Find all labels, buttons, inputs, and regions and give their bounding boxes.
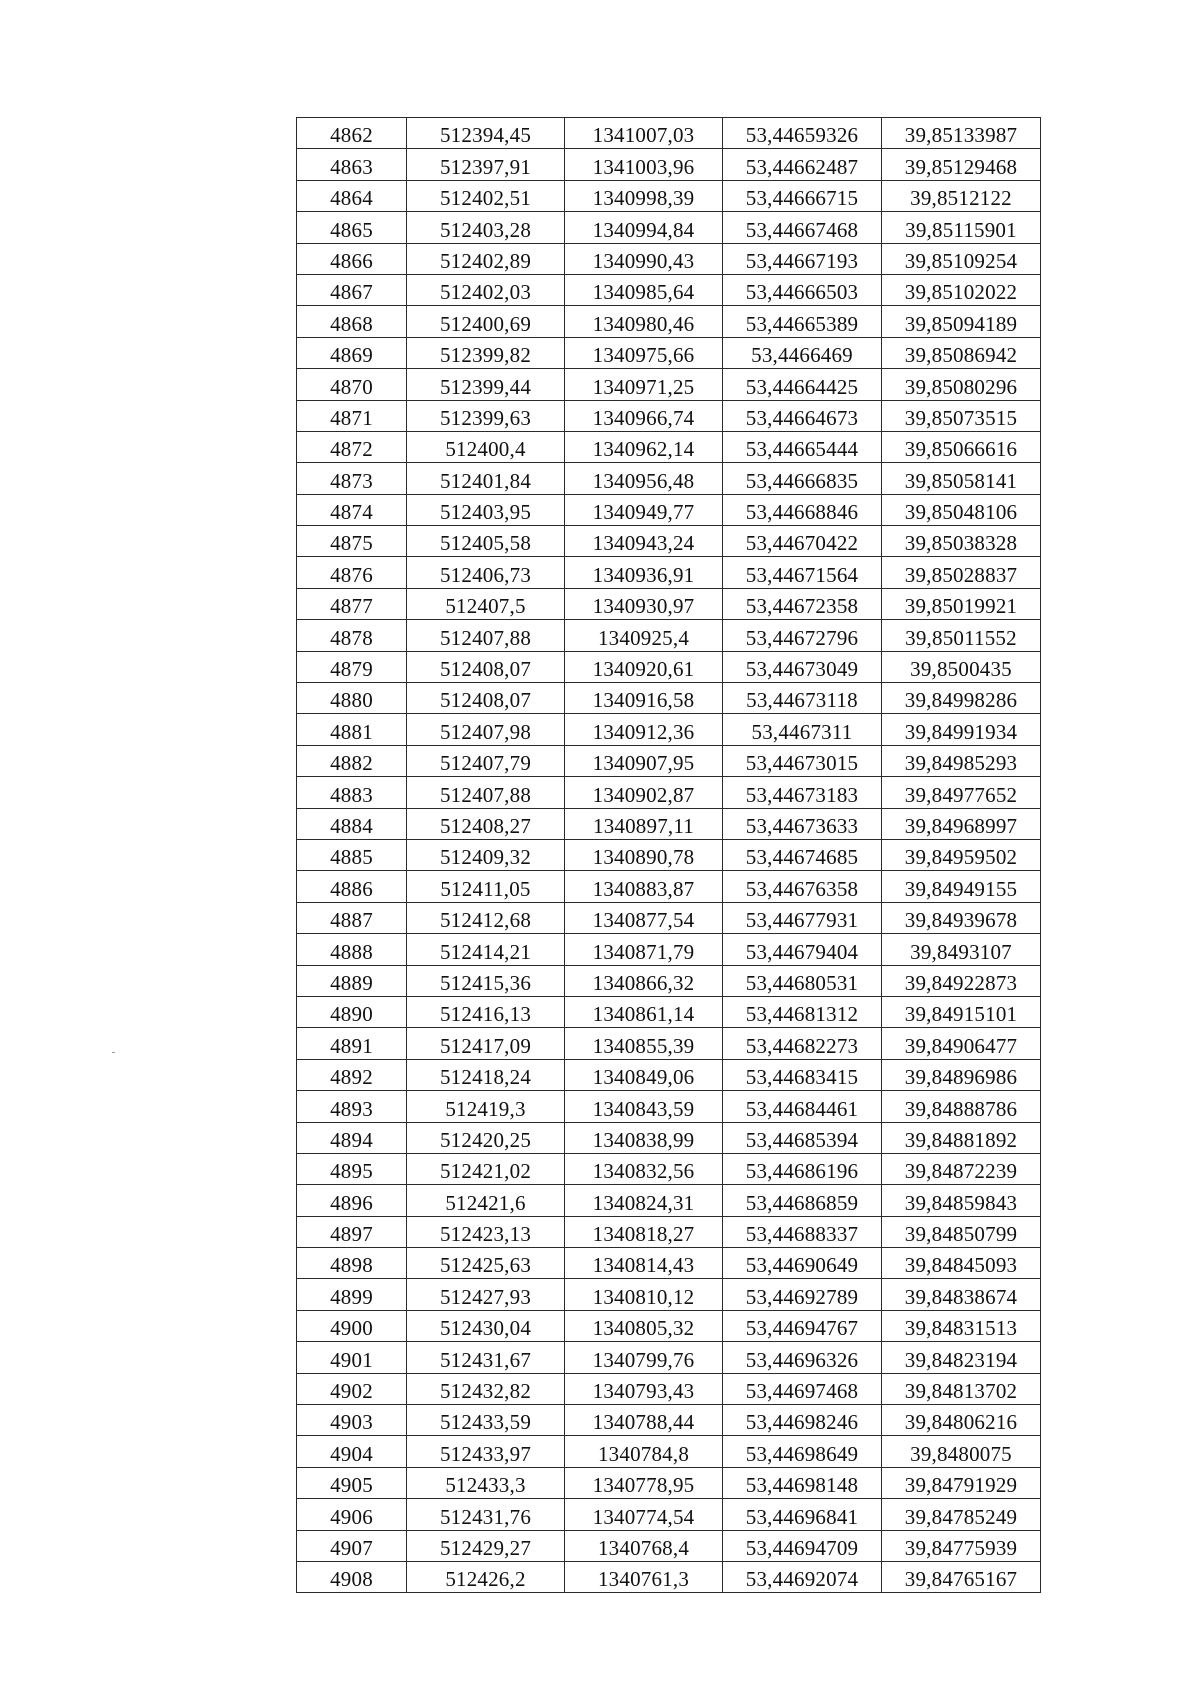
y-coordinate-cell: 1340975,66 bbox=[565, 337, 723, 368]
x-coordinate-cell: 512402,03 bbox=[407, 274, 565, 305]
longitude-cell: 39,84859843 bbox=[882, 1185, 1041, 1216]
x-coordinate-cell: 512407,88 bbox=[407, 620, 565, 651]
table-row bbox=[297, 1342, 1041, 1373]
x-coordinate-cell: 512423,13 bbox=[407, 1216, 565, 1247]
point-number-cell: 4878 bbox=[297, 620, 407, 651]
y-coordinate-cell: 1340793,43 bbox=[565, 1373, 723, 1404]
x-coordinate-cell: 512403,28 bbox=[407, 212, 565, 243]
x-coordinate-cell: 512402,89 bbox=[407, 243, 565, 274]
latitude-cell: 53,44666835 bbox=[723, 463, 882, 494]
y-coordinate-cell: 1340971,25 bbox=[565, 369, 723, 400]
y-coordinate-cell: 1340855,39 bbox=[565, 1028, 723, 1059]
point-number-cell: 4887 bbox=[297, 902, 407, 933]
y-coordinate-cell: 1340916,58 bbox=[565, 683, 723, 714]
latitude-cell: 53,44694709 bbox=[723, 1530, 882, 1561]
y-coordinate-cell: 1340883,87 bbox=[565, 871, 723, 902]
x-coordinate-cell: 512408,07 bbox=[407, 651, 565, 682]
y-coordinate-cell: 1341007,03 bbox=[565, 118, 723, 149]
y-coordinate-cell: 1340912,36 bbox=[565, 714, 723, 745]
table-row bbox=[297, 400, 1041, 431]
x-coordinate-cell: 512400,4 bbox=[407, 431, 565, 462]
x-coordinate-cell: 512433,97 bbox=[407, 1436, 565, 1467]
longitude-cell: 39,84823194 bbox=[882, 1342, 1041, 1373]
table-row bbox=[297, 118, 1041, 149]
latitude-cell: 53,44666715 bbox=[723, 180, 882, 211]
point-number-cell: 4900 bbox=[297, 1310, 407, 1341]
x-coordinate-cell: 512414,21 bbox=[407, 934, 565, 965]
point-number-cell: 4879 bbox=[297, 651, 407, 682]
latitude-cell: 53,44698649 bbox=[723, 1436, 882, 1467]
table-row bbox=[297, 149, 1041, 180]
y-coordinate-cell: 1341003,96 bbox=[565, 149, 723, 180]
x-coordinate-cell: 512397,91 bbox=[407, 149, 565, 180]
y-coordinate-cell: 1340994,84 bbox=[565, 212, 723, 243]
point-number-cell: 4884 bbox=[297, 808, 407, 839]
latitude-cell: 53,44667468 bbox=[723, 212, 882, 243]
latitude-cell: 53,44672796 bbox=[723, 620, 882, 651]
table-row bbox=[297, 463, 1041, 494]
longitude-cell: 39,84765167 bbox=[882, 1561, 1041, 1592]
table-row bbox=[297, 1122, 1041, 1153]
point-number-cell: 4890 bbox=[297, 996, 407, 1027]
x-coordinate-cell: 512401,84 bbox=[407, 463, 565, 494]
table-row bbox=[297, 180, 1041, 211]
latitude-cell: 53,44681312 bbox=[723, 996, 882, 1027]
longitude-cell: 39,84922873 bbox=[882, 965, 1041, 996]
table-row bbox=[297, 1561, 1041, 1592]
x-coordinate-cell: 512408,07 bbox=[407, 683, 565, 714]
x-coordinate-cell: 512399,82 bbox=[407, 337, 565, 368]
point-number-cell: 4886 bbox=[297, 871, 407, 902]
x-coordinate-cell: 512411,05 bbox=[407, 871, 565, 902]
point-number-cell: 4877 bbox=[297, 588, 407, 619]
point-number-cell: 4874 bbox=[297, 494, 407, 525]
point-number-cell: 4895 bbox=[297, 1153, 407, 1184]
point-number-cell: 4872 bbox=[297, 431, 407, 462]
table-row bbox=[297, 934, 1041, 965]
point-number-cell: 4905 bbox=[297, 1467, 407, 1498]
point-number-cell: 4894 bbox=[297, 1122, 407, 1153]
table-row bbox=[297, 243, 1041, 274]
x-coordinate-cell: 512421,02 bbox=[407, 1153, 565, 1184]
longitude-cell: 39,84968997 bbox=[882, 808, 1041, 839]
x-coordinate-cell: 512431,76 bbox=[407, 1499, 565, 1530]
latitude-cell: 53,44684461 bbox=[723, 1091, 882, 1122]
point-number-cell: 4880 bbox=[297, 683, 407, 714]
table-row bbox=[297, 306, 1041, 337]
y-coordinate-cell: 1340774,54 bbox=[565, 1499, 723, 1530]
longitude-cell: 39,84872239 bbox=[882, 1153, 1041, 1184]
point-number-cell: 4881 bbox=[297, 714, 407, 745]
point-number-cell: 4891 bbox=[297, 1028, 407, 1059]
table-row bbox=[297, 369, 1041, 400]
y-coordinate-cell: 1340838,99 bbox=[565, 1122, 723, 1153]
longitude-cell: 39,84977652 bbox=[882, 777, 1041, 808]
x-coordinate-cell: 512399,44 bbox=[407, 369, 565, 400]
table-row bbox=[297, 839, 1041, 870]
y-coordinate-cell: 1340866,32 bbox=[565, 965, 723, 996]
latitude-cell: 53,44696326 bbox=[723, 1342, 882, 1373]
point-number-cell: 4869 bbox=[297, 337, 407, 368]
y-coordinate-cell: 1340980,46 bbox=[565, 306, 723, 337]
longitude-cell: 39,84915101 bbox=[882, 996, 1041, 1027]
y-coordinate-cell: 1340897,11 bbox=[565, 808, 723, 839]
longitude-cell: 39,8512122 bbox=[882, 180, 1041, 211]
latitude-cell: 53,44698246 bbox=[723, 1405, 882, 1436]
latitude-cell: 53,44683415 bbox=[723, 1059, 882, 1090]
table-row bbox=[297, 1216, 1041, 1247]
point-number-cell: 4897 bbox=[297, 1216, 407, 1247]
longitude-cell: 39,84813702 bbox=[882, 1373, 1041, 1404]
table-row bbox=[297, 777, 1041, 808]
longitude-cell: 39,84850799 bbox=[882, 1216, 1041, 1247]
y-coordinate-cell: 1340810,12 bbox=[565, 1279, 723, 1310]
table-row bbox=[297, 1499, 1041, 1530]
point-number-cell: 4876 bbox=[297, 557, 407, 588]
latitude-cell: 53,44690649 bbox=[723, 1248, 882, 1279]
x-coordinate-cell: 512403,95 bbox=[407, 494, 565, 525]
latitude-cell: 53,44673015 bbox=[723, 745, 882, 776]
table-row bbox=[297, 620, 1041, 651]
coordinates-table bbox=[296, 117, 1041, 1593]
longitude-cell: 39,85086942 bbox=[882, 337, 1041, 368]
latitude-cell: 53,44671564 bbox=[723, 557, 882, 588]
latitude-cell: 53,44685394 bbox=[723, 1122, 882, 1153]
point-number-cell: 4864 bbox=[297, 180, 407, 211]
x-coordinate-cell: 512415,36 bbox=[407, 965, 565, 996]
longitude-cell: 39,84838674 bbox=[882, 1279, 1041, 1310]
latitude-cell: 53,44664673 bbox=[723, 400, 882, 431]
point-number-cell: 4892 bbox=[297, 1059, 407, 1090]
coordinates-table-body bbox=[297, 118, 1041, 1593]
y-coordinate-cell: 1340925,4 bbox=[565, 620, 723, 651]
latitude-cell: 53,44673183 bbox=[723, 777, 882, 808]
latitude-cell: 53,44674685 bbox=[723, 839, 882, 870]
longitude-cell: 39,85011552 bbox=[882, 620, 1041, 651]
point-number-cell: 4866 bbox=[297, 243, 407, 274]
table-row bbox=[297, 588, 1041, 619]
x-coordinate-cell: 512405,58 bbox=[407, 526, 565, 557]
longitude-cell: 39,84985293 bbox=[882, 745, 1041, 776]
y-coordinate-cell: 1340949,77 bbox=[565, 494, 723, 525]
y-coordinate-cell: 1340877,54 bbox=[565, 902, 723, 933]
y-coordinate-cell: 1340788,44 bbox=[565, 1405, 723, 1436]
y-coordinate-cell: 1340985,64 bbox=[565, 274, 723, 305]
latitude-cell: 53,44659326 bbox=[723, 118, 882, 149]
y-coordinate-cell: 1340998,39 bbox=[565, 180, 723, 211]
table-row bbox=[297, 651, 1041, 682]
point-number-cell: 4863 bbox=[297, 149, 407, 180]
latitude-cell: 53,44686859 bbox=[723, 1185, 882, 1216]
table-row bbox=[297, 557, 1041, 588]
x-coordinate-cell: 512427,93 bbox=[407, 1279, 565, 1310]
y-coordinate-cell: 1340902,87 bbox=[565, 777, 723, 808]
table-row bbox=[297, 274, 1041, 305]
latitude-cell: 53,44667193 bbox=[723, 243, 882, 274]
x-coordinate-cell: 512416,13 bbox=[407, 996, 565, 1027]
point-number-cell: 4867 bbox=[297, 274, 407, 305]
y-coordinate-cell: 1340861,14 bbox=[565, 996, 723, 1027]
point-number-cell: 4902 bbox=[297, 1373, 407, 1404]
scan-speck bbox=[112, 1052, 115, 1053]
latitude-cell: 53,44670422 bbox=[723, 526, 882, 557]
x-coordinate-cell: 512406,73 bbox=[407, 557, 565, 588]
longitude-cell: 39,84791929 bbox=[882, 1467, 1041, 1498]
x-coordinate-cell: 512407,98 bbox=[407, 714, 565, 745]
longitude-cell: 39,84881892 bbox=[882, 1122, 1041, 1153]
table-row bbox=[297, 871, 1041, 902]
point-number-cell: 4875 bbox=[297, 526, 407, 557]
x-coordinate-cell: 512407,5 bbox=[407, 588, 565, 619]
latitude-cell: 53,44673118 bbox=[723, 683, 882, 714]
longitude-cell: 39,84831513 bbox=[882, 1310, 1041, 1341]
table-row bbox=[297, 494, 1041, 525]
table-row bbox=[297, 337, 1041, 368]
point-number-cell: 4904 bbox=[297, 1436, 407, 1467]
x-coordinate-cell: 512426,2 bbox=[407, 1561, 565, 1592]
y-coordinate-cell: 1340930,97 bbox=[565, 588, 723, 619]
longitude-cell: 39,84991934 bbox=[882, 714, 1041, 745]
point-number-cell: 4903 bbox=[297, 1405, 407, 1436]
latitude-cell: 53,44673633 bbox=[723, 808, 882, 839]
x-coordinate-cell: 512420,25 bbox=[407, 1122, 565, 1153]
longitude-cell: 39,85133987 bbox=[882, 118, 1041, 149]
x-coordinate-cell: 512433,3 bbox=[407, 1467, 565, 1498]
point-number-cell: 4883 bbox=[297, 777, 407, 808]
table-row bbox=[297, 1405, 1041, 1436]
latitude-cell: 53,44665389 bbox=[723, 306, 882, 337]
x-coordinate-cell: 512407,88 bbox=[407, 777, 565, 808]
x-coordinate-cell: 512421,6 bbox=[407, 1185, 565, 1216]
longitude-cell: 39,84775939 bbox=[882, 1530, 1041, 1561]
point-number-cell: 4896 bbox=[297, 1185, 407, 1216]
x-coordinate-cell: 512408,27 bbox=[407, 808, 565, 839]
longitude-cell: 39,84896986 bbox=[882, 1059, 1041, 1090]
longitude-cell: 39,85066616 bbox=[882, 431, 1041, 462]
latitude-cell: 53,44666503 bbox=[723, 274, 882, 305]
latitude-cell: 53,44696841 bbox=[723, 1499, 882, 1530]
table-row bbox=[297, 1279, 1041, 1310]
longitude-cell: 39,85115901 bbox=[882, 212, 1041, 243]
longitude-cell: 39,8493107 bbox=[882, 934, 1041, 965]
table-row bbox=[297, 808, 1041, 839]
latitude-cell: 53,44692789 bbox=[723, 1279, 882, 1310]
latitude-cell: 53,44692074 bbox=[723, 1561, 882, 1592]
latitude-cell: 53,44686196 bbox=[723, 1153, 882, 1184]
x-coordinate-cell: 512400,69 bbox=[407, 306, 565, 337]
latitude-cell: 53,44664425 bbox=[723, 369, 882, 400]
table-row bbox=[297, 1185, 1041, 1216]
y-coordinate-cell: 1340824,31 bbox=[565, 1185, 723, 1216]
point-number-cell: 4882 bbox=[297, 745, 407, 776]
y-coordinate-cell: 1340843,59 bbox=[565, 1091, 723, 1122]
table-row bbox=[297, 965, 1041, 996]
y-coordinate-cell: 1340818,27 bbox=[565, 1216, 723, 1247]
longitude-cell: 39,84949155 bbox=[882, 871, 1041, 902]
latitude-cell: 53,44672358 bbox=[723, 588, 882, 619]
longitude-cell: 39,84906477 bbox=[882, 1028, 1041, 1059]
longitude-cell: 39,85080296 bbox=[882, 369, 1041, 400]
y-coordinate-cell: 1340920,61 bbox=[565, 651, 723, 682]
y-coordinate-cell: 1340761,3 bbox=[565, 1561, 723, 1592]
y-coordinate-cell: 1340784,8 bbox=[565, 1436, 723, 1467]
latitude-cell: 53,44676358 bbox=[723, 871, 882, 902]
table-row bbox=[297, 683, 1041, 714]
latitude-cell: 53,44679404 bbox=[723, 934, 882, 965]
table-row bbox=[297, 1530, 1041, 1561]
point-number-cell: 4899 bbox=[297, 1279, 407, 1310]
point-number-cell: 4908 bbox=[297, 1561, 407, 1592]
y-coordinate-cell: 1340768,4 bbox=[565, 1530, 723, 1561]
point-number-cell: 4888 bbox=[297, 934, 407, 965]
longitude-cell: 39,85102022 bbox=[882, 274, 1041, 305]
table-row bbox=[297, 526, 1041, 557]
x-coordinate-cell: 512433,59 bbox=[407, 1405, 565, 1436]
table-row bbox=[297, 212, 1041, 243]
y-coordinate-cell: 1340907,95 bbox=[565, 745, 723, 776]
longitude-cell: 39,84939678 bbox=[882, 902, 1041, 933]
longitude-cell: 39,8500435 bbox=[882, 651, 1041, 682]
table-row bbox=[297, 1059, 1041, 1090]
latitude-cell: 53,44668846 bbox=[723, 494, 882, 525]
latitude-cell: 53,44665444 bbox=[723, 431, 882, 462]
x-coordinate-cell: 512417,09 bbox=[407, 1028, 565, 1059]
longitude-cell: 39,85038328 bbox=[882, 526, 1041, 557]
longitude-cell: 39,85073515 bbox=[882, 400, 1041, 431]
point-number-cell: 4870 bbox=[297, 369, 407, 400]
table-row bbox=[297, 1028, 1041, 1059]
point-number-cell: 4868 bbox=[297, 306, 407, 337]
point-number-cell: 4862 bbox=[297, 118, 407, 149]
table-row bbox=[297, 1436, 1041, 1467]
longitude-cell: 39,8480075 bbox=[882, 1436, 1041, 1467]
latitude-cell: 53,44697468 bbox=[723, 1373, 882, 1404]
longitude-cell: 39,85019921 bbox=[882, 588, 1041, 619]
table-row bbox=[297, 1248, 1041, 1279]
point-number-cell: 4901 bbox=[297, 1342, 407, 1373]
longitude-cell: 39,85048106 bbox=[882, 494, 1041, 525]
latitude-cell: 53,44680531 bbox=[723, 965, 882, 996]
latitude-cell: 53,44688337 bbox=[723, 1216, 882, 1247]
point-number-cell: 4885 bbox=[297, 839, 407, 870]
point-number-cell: 4898 bbox=[297, 1248, 407, 1279]
table-row bbox=[297, 431, 1041, 462]
x-coordinate-cell: 512399,63 bbox=[407, 400, 565, 431]
y-coordinate-cell: 1340805,32 bbox=[565, 1310, 723, 1341]
y-coordinate-cell: 1340956,48 bbox=[565, 463, 723, 494]
x-coordinate-cell: 512409,32 bbox=[407, 839, 565, 870]
x-coordinate-cell: 512429,27 bbox=[407, 1530, 565, 1561]
y-coordinate-cell: 1340962,14 bbox=[565, 431, 723, 462]
y-coordinate-cell: 1340799,76 bbox=[565, 1342, 723, 1373]
y-coordinate-cell: 1340890,78 bbox=[565, 839, 723, 870]
longitude-cell: 39,84845093 bbox=[882, 1248, 1041, 1279]
point-number-cell: 4873 bbox=[297, 463, 407, 494]
longitude-cell: 39,85109254 bbox=[882, 243, 1041, 274]
latitude-cell: 53,44694767 bbox=[723, 1310, 882, 1341]
point-number-cell: 4865 bbox=[297, 212, 407, 243]
latitude-cell: 53,4466469 bbox=[723, 337, 882, 368]
latitude-cell: 53,44677931 bbox=[723, 902, 882, 933]
latitude-cell: 53,44682273 bbox=[723, 1028, 882, 1059]
y-coordinate-cell: 1340778,95 bbox=[565, 1467, 723, 1498]
point-number-cell: 4889 bbox=[297, 965, 407, 996]
longitude-cell: 39,84785249 bbox=[882, 1499, 1041, 1530]
x-coordinate-cell: 512394,45 bbox=[407, 118, 565, 149]
table-row bbox=[297, 745, 1041, 776]
y-coordinate-cell: 1340832,56 bbox=[565, 1153, 723, 1184]
longitude-cell: 39,85094189 bbox=[882, 306, 1041, 337]
table-row bbox=[297, 902, 1041, 933]
y-coordinate-cell: 1340849,06 bbox=[565, 1059, 723, 1090]
x-coordinate-cell: 512431,67 bbox=[407, 1342, 565, 1373]
y-coordinate-cell: 1340936,91 bbox=[565, 557, 723, 588]
longitude-cell: 39,84959502 bbox=[882, 839, 1041, 870]
latitude-cell: 53,44698148 bbox=[723, 1467, 882, 1498]
x-coordinate-cell: 512432,82 bbox=[407, 1373, 565, 1404]
table-row bbox=[297, 996, 1041, 1027]
table-row bbox=[297, 1153, 1041, 1184]
longitude-cell: 39,84888786 bbox=[882, 1091, 1041, 1122]
longitude-cell: 39,84806216 bbox=[882, 1405, 1041, 1436]
y-coordinate-cell: 1340966,74 bbox=[565, 400, 723, 431]
point-number-cell: 4893 bbox=[297, 1091, 407, 1122]
latitude-cell: 53,44673049 bbox=[723, 651, 882, 682]
latitude-cell: 53,44662487 bbox=[723, 149, 882, 180]
x-coordinate-cell: 512430,04 bbox=[407, 1310, 565, 1341]
latitude-cell: 53,4467311 bbox=[723, 714, 882, 745]
point-number-cell: 4871 bbox=[297, 400, 407, 431]
y-coordinate-cell: 1340871,79 bbox=[565, 934, 723, 965]
x-coordinate-cell: 512407,79 bbox=[407, 745, 565, 776]
point-number-cell: 4906 bbox=[297, 1499, 407, 1530]
point-number-cell: 4907 bbox=[297, 1530, 407, 1561]
x-coordinate-cell: 512418,24 bbox=[407, 1059, 565, 1090]
y-coordinate-cell: 1340814,43 bbox=[565, 1248, 723, 1279]
y-coordinate-cell: 1340990,43 bbox=[565, 243, 723, 274]
y-coordinate-cell: 1340943,24 bbox=[565, 526, 723, 557]
table-row bbox=[297, 1091, 1041, 1122]
table-row bbox=[297, 1373, 1041, 1404]
x-coordinate-cell: 512412,68 bbox=[407, 902, 565, 933]
table-row bbox=[297, 714, 1041, 745]
longitude-cell: 39,85129468 bbox=[882, 149, 1041, 180]
table-row bbox=[297, 1310, 1041, 1341]
table-row bbox=[297, 1467, 1041, 1498]
x-coordinate-cell: 512402,51 bbox=[407, 180, 565, 211]
longitude-cell: 39,85028837 bbox=[882, 557, 1041, 588]
x-coordinate-cell: 512425,63 bbox=[407, 1248, 565, 1279]
x-coordinate-cell: 512419,3 bbox=[407, 1091, 565, 1122]
longitude-cell: 39,84998286 bbox=[882, 683, 1041, 714]
longitude-cell: 39,85058141 bbox=[882, 463, 1041, 494]
